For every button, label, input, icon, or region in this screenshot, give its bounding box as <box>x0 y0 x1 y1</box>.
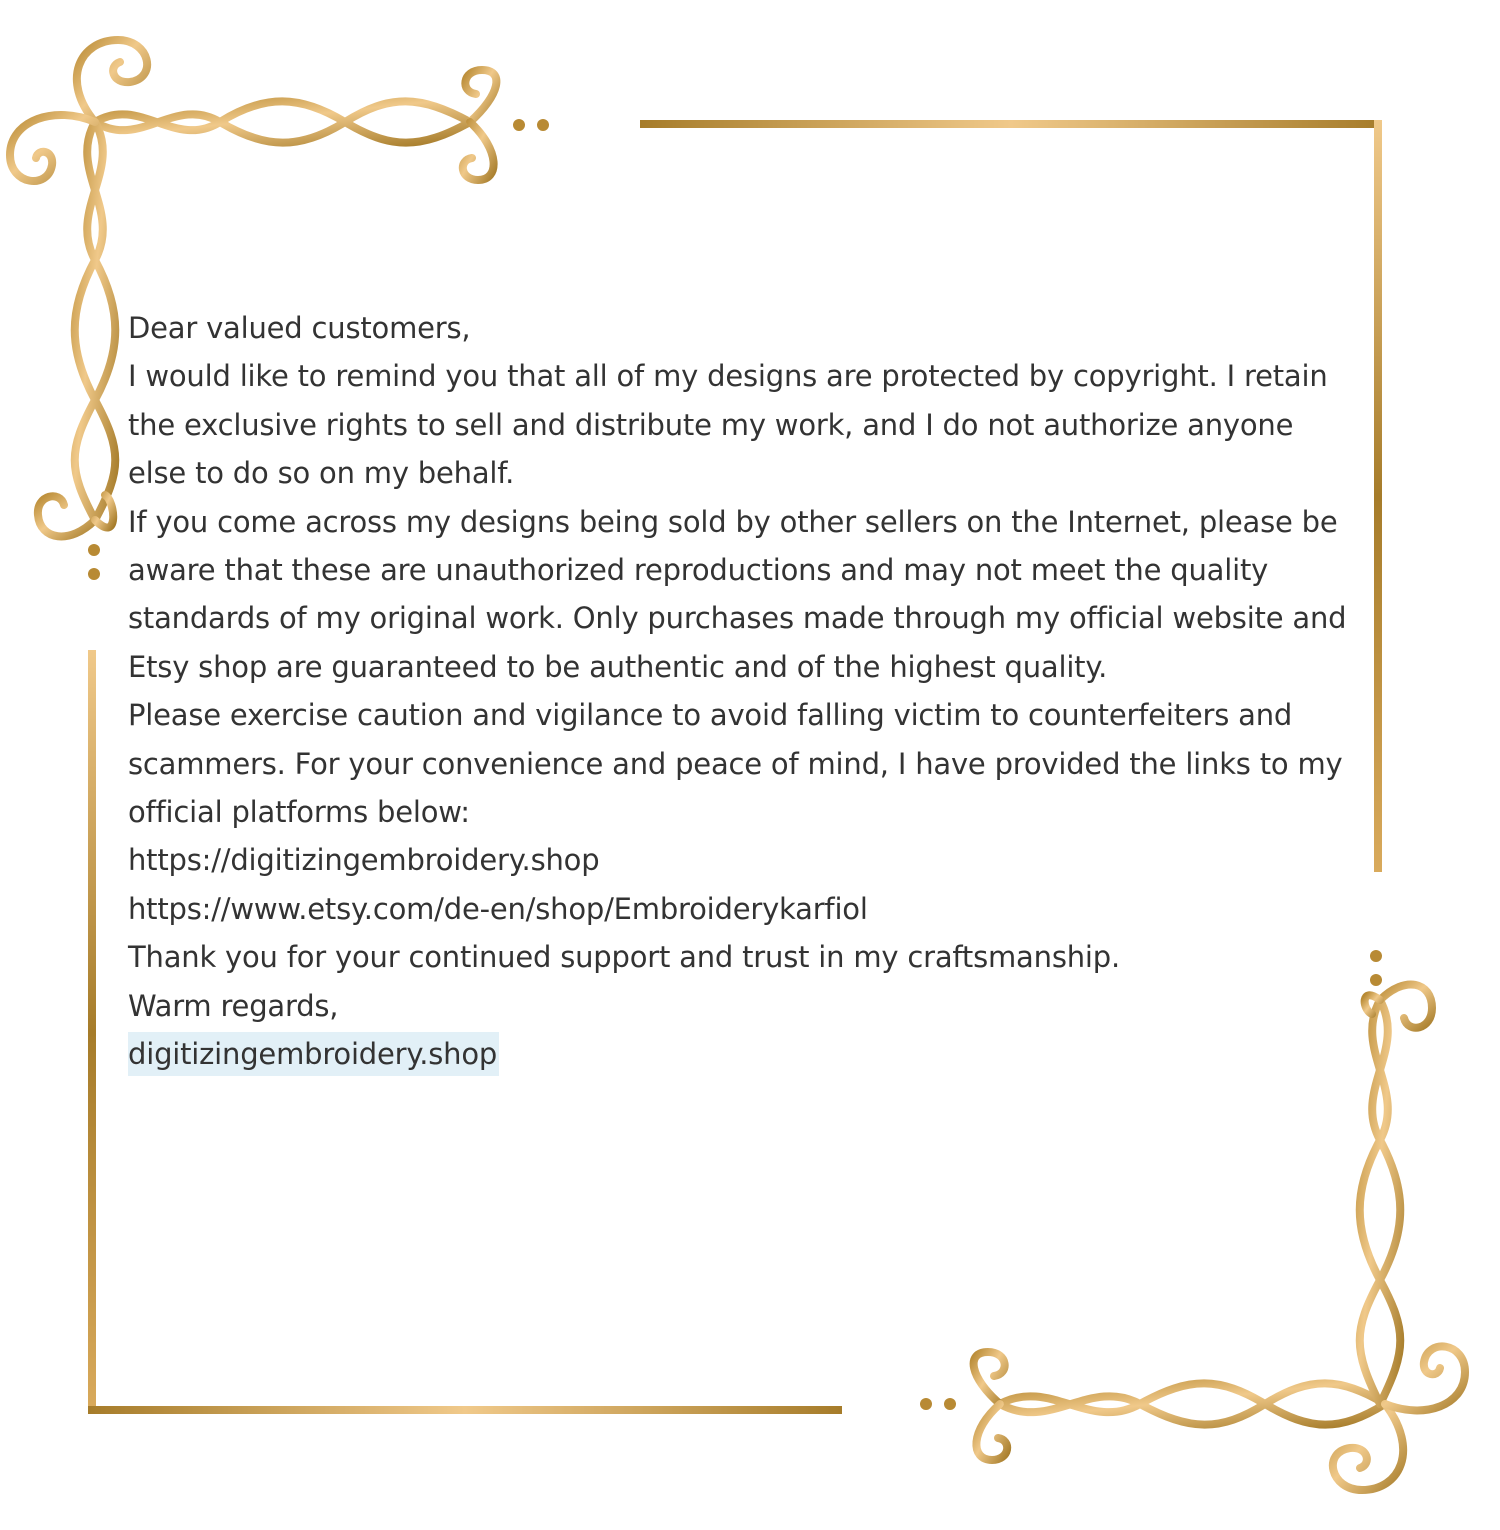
paragraph-caution: Please exercise caution and vigilance to avoid falling victim to counterfeiters and scammers. For your convenience and peace of mind, I have provided the links to my official platforms below: <box>128 698 1343 830</box>
thanks-line: Thank you for your continued support and trust in my craftsmanship. <box>128 940 1120 975</box>
signature-line <box>128 1030 1358 1078</box>
letter-body <box>128 304 1358 1079</box>
paragraph-copyright: I would like to remind you that all of my designs are protected by copyright. I retain the exclusive rights to sell and distribute my work, and I do not authorize anyone else to do so on my behalf. <box>128 359 1328 491</box>
signature-link[interactable]: digitizingembroidery.shop <box>128 1032 499 1076</box>
link-website[interactable]: https://digitizingembroidery.shop <box>128 843 600 878</box>
greeting: Dear valued customers, <box>128 311 471 345</box>
link-etsy-shop[interactable]: https://www.etsy.com/de-en/shop/Embroiderykarfiol <box>128 891 868 926</box>
closing-line: Warm regards, <box>128 988 339 1023</box>
paragraph-unauthorized-sellers: If you come across my designs being sold by other sellers on the Internet, please be aware that these are unauthorized reproductions and may not meet the quality standards of my original work. Only purchases made through my official website and Etsy shop are guaranteed to be authentic and of the highest quality. <box>128 504 1347 684</box>
